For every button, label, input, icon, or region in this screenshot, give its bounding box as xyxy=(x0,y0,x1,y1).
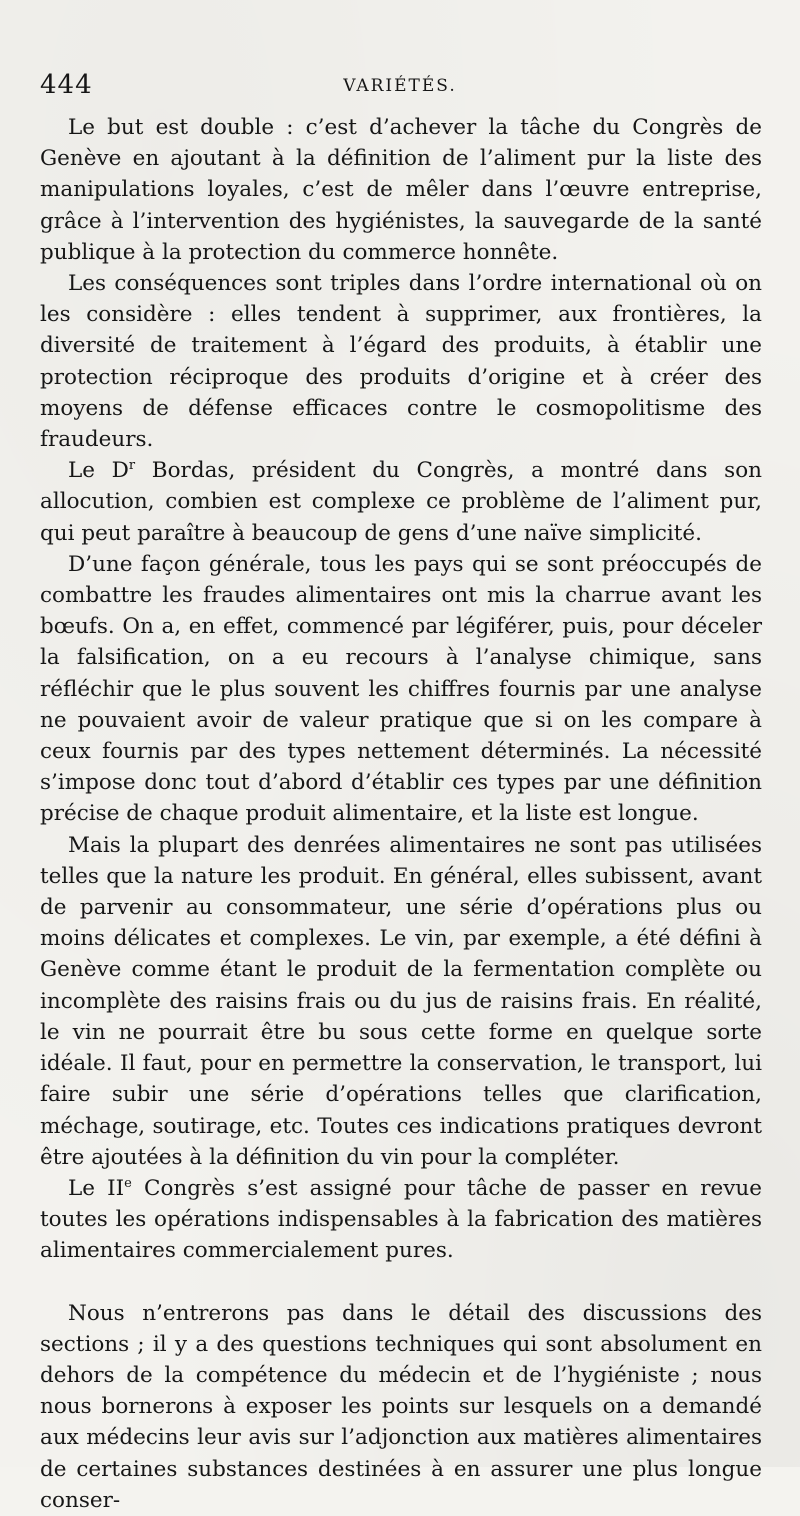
paragraph-second-congress xyxy=(40,1173,762,1267)
paragraph-general: D’une façon générale, tous les pays qui se sont préoccupés de combattre les fraudes alimentaires ont mis la charrue avant les bœufs. On a, en effet, commencé par légiférer, puis, pour déceler la falsification, on a eu recours à l’analyse chimique, sans réfléchir que le plus souvent les chiffres fournis par une analyse ne pouvaient avoir de valeur pratique que si on les compare à ceux fournis par des types nettement déterminés. La nécessité s’impose donc tout d’abord d’établir ces types par une définition précise de chaque produit alimentaire, et la liste est longue. xyxy=(40,551,762,827)
doctor-abbrev-superscript: r xyxy=(128,458,136,474)
paragraph-bordas-start: Le D xyxy=(68,458,129,484)
paragraph-wine: Mais la plupart des denrées alimentaires ne sont pas utilisées telles que la nature les produit. En général, elles subissent, avant de parvenir au consommateur, une série d’opérations plus ou moins délicates et complexes. Le vin, par exemple, a été défini à Genève comme étant le produit de la fermentation complète ou incomplète des raisins frais ou du jus de raisins frais. En réalité, le vin ne pourrait être bu sous cette forme en quelque sorte idéale. Il faut, pour en permettre la conservation, le transport, lui faire subir une série d’opérations telles que clarification, méchage, soutirage, etc. Toutes ces indications pratiques devront être ajoutées à la définition du vin pour la compléter. xyxy=(40,832,762,1170)
paragraph-sections: Nous n’entrerons pas dans le détail des discussions des sections ; il y a des questions techniques qui sont absolument en dehors de la compétence du médecin et de l’hygiéniste ; nous nous bornerons à exposer les points sur lesquels on a demandé aux médecins leur avis sur l’adjonction aux matières alimentaires de certaines substances destinées à en assurer une plus longue conser- xyxy=(40,1300,762,1513)
paragraph-second-congress-rest: Congrès s’est assigné pour tâche de passer en revue toutes les opérations indispensables à la fabrication des matières alimentaires commercialement pures. xyxy=(40,1175,763,1264)
page-number: 444 xyxy=(40,70,93,100)
page-header xyxy=(40,70,760,102)
paragraph-purpose: Le but est double : c’est d’achever la tâche du Congrès de Genève en ajoutant à la définition de l’aliment pur la liste des manipulations loyales, c’est de mêler dans l’œuvre entreprise, grâce à l’intervention des hygiénistes, la sauvegarde de la santé publique à la protection du commerce honnête. xyxy=(40,115,762,265)
running-head: VARIÉTÉS. xyxy=(343,76,457,96)
paragraph-second-congress-start: Le II xyxy=(68,1175,125,1201)
paragraph-consequences: Les conséquences sont triples dans l’ordre international où on les considère : elles tendent à supprimer, aux frontières, la diversité de traitement à l’égard des produits, à établir une protection réciproque des produits d’origine et à créer des moyens de défense efficaces contre le cosmopolitisme des fraudeurs. xyxy=(40,271,762,453)
paragraph-bordas xyxy=(40,455,762,549)
paragraph-bordas-rest: Bordas, président du Congrès, a montré dans son allocution, combien est complexe ce problème de l’aliment pur, qui peut paraître à beaucoup de gens d’une naïve simplicité. xyxy=(40,458,763,546)
body-text xyxy=(40,112,762,1516)
ordinal-superscript: e xyxy=(124,1175,132,1191)
